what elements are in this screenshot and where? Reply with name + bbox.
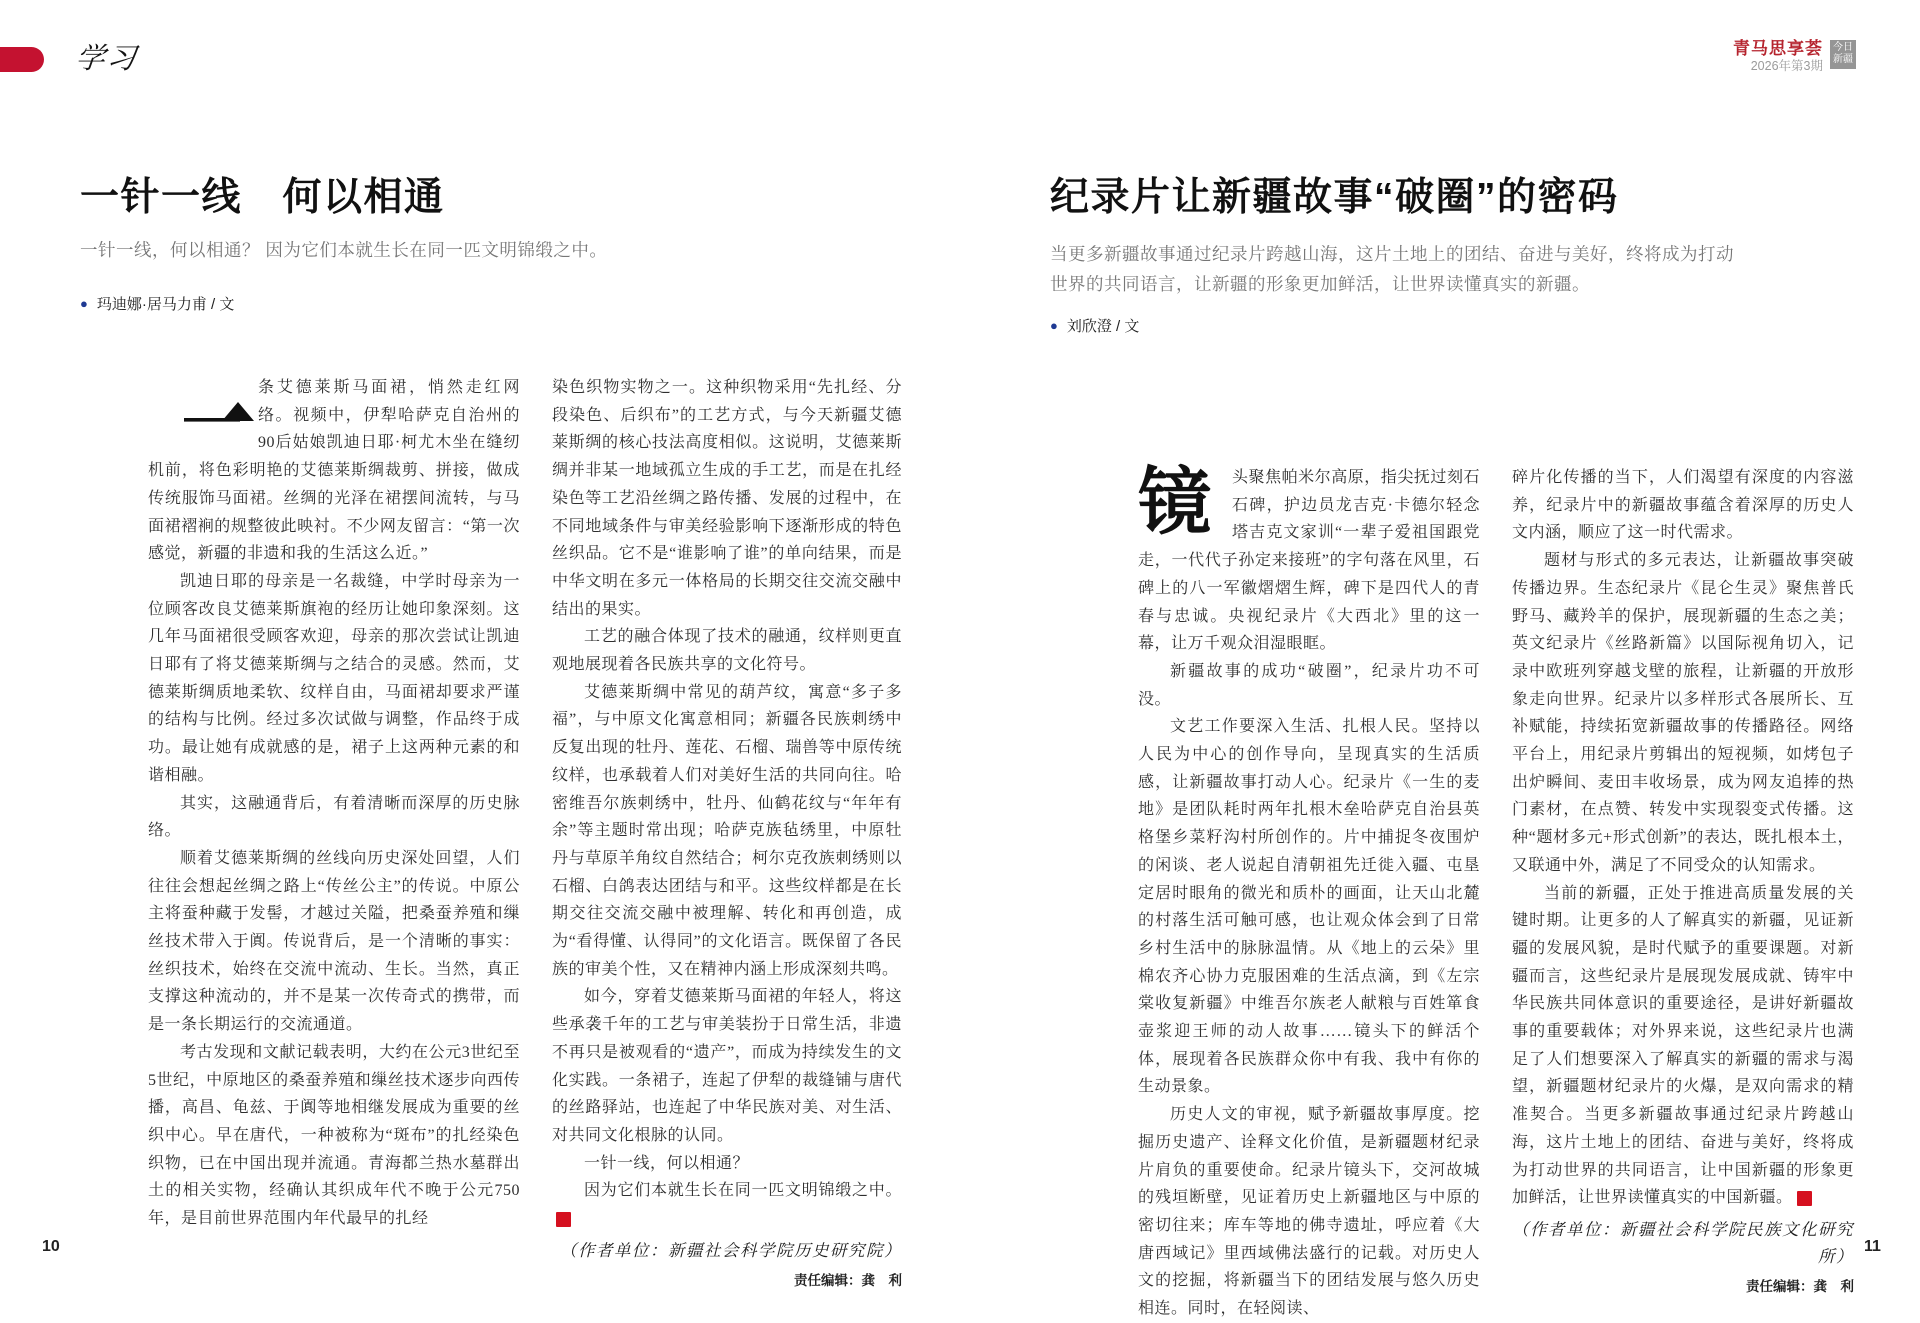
right-article-title: 纪录片让新疆故事“破圈”的密码 <box>1050 176 1619 219</box>
body-paragraph: 新疆故事的成功“破圈”，纪录片功不可没。 <box>1138 662 1480 708</box>
right-article-byline <box>1050 315 1139 336</box>
byline-dot-icon: ● <box>80 296 88 311</box>
right-subtitle-line1: 当更多新疆故事通过纪录片跨越山海，这片土地上的团结、奋进与美好，终将成为打动 <box>1050 244 1734 264</box>
body-paragraph: 当前的新疆，正处于推进高质量发展的关键时期。让更多的人了解真实的新疆，见证新疆的发展风貌，是时代赋予的重要课题。对新疆而言，这些纪录片是展现发展成就、铸牢中华民族共同体意识的重要途径，是讲好新疆故事的重要载体；对外界来说，这些纪录片也满足了人们想要深入了解真实的新疆的需求与渴望，新疆题材纪录片的火爆，是双向需求的精准契合。当更多新疆故事通过纪录片跨越山海，这片土地上的团结、奋进与美好，终将成为打动世界的共同语言，让中国新疆的形象更加鲜活，让世界读懂真实的中国新疆。 J <box>1512 884 1854 1207</box>
article-end-icon: J <box>556 1212 571 1227</box>
body-paragraph: 历史人文的审视，赋予新疆故事厚度。挖掘历史遗产、诠释文化价值，是新疆题材纪录片肩负的重要使命。纪录片镜头下，交河故城的残垣断壁，见证着历史上新疆地区与中原的密切往来；库车等地的佛寺遗址，呼应着《大唐西域记》里西域佛法盛行的记载。对历史人文的挖掘，将新疆当下的团结发展与悠久历史相连。同时，在轻阅读、 <box>1138 1106 1480 1318</box>
dropcap-character: 镜 <box>1138 462 1212 543</box>
left-column-1 <box>148 374 520 1233</box>
masthead-badge-line1: 今日 <box>1833 42 1853 53</box>
left-author-credit: （作者单位：新疆社会科学院历史研究院） <box>560 1240 902 1260</box>
masthead-title: 青马思享荟 <box>1733 39 1823 58</box>
body-paragraph: 头聚焦帕米尔高原，指尖抚过刻石石碑，护边员龙吉克·卡德尔轻念塔吉克文家训“一辈子爱祖国跟党走，一代代子孙定来接班”的字句落在风里，石碑上的八一军徽熠熠生辉，碑下是四代人的青春与忠诚。央视纪录片《大西北》里的这一幕，让万千观众泪湿眼眶。 <box>1138 469 1480 653</box>
body-paragraph: 考古发现和文献记载表明，大约在公元3世纪至5世纪，中原地区的桑蚕养殖和缫丝技术逐步向西传播，高昌、龟兹、于阗等地相继发展成为重要的丝织中心。早在唐代，一种被称为“斑布”的扎经染色织物，已在中国出现并流通。青海都兰热水墓群出土的相关实物，经确认其织成年代不晚于公元750年，是目前世界范围内年代最早的扎经 <box>148 1043 520 1228</box>
body-paragraph: 因为它们本就生长在同一匹文明锦缎之中。J <box>552 1177 902 1232</box>
section-label: 学习 <box>74 43 140 75</box>
body-paragraph: 如今，穿着艾德莱斯马面裙的年轻人，将这些承袭千年的工艺与审美装扮于日常生活，非遗不再只是被观看的“遗产”，而成为持续发生的文化实践。一条裙子，连起了伊犁的裁缝铺与唐代的丝路驿站，也连起了中华民族对美、对生活、对共同文化根脉的认同。 <box>552 988 902 1144</box>
body-paragraph: 文艺工作要深入生活、扎根人民。坚持以人民为中心的创作导向，呈现真实的生活质感，让新疆故事打动人心。纪录片《一生的麦地》是团队耗时两年扎根木垒哈萨克自治县英格堡乡菜籽沟村所创作的。片中捕捉冬夜围炉的闲谈、老人说起自清朝祖先迁徙入疆、屯垦定居时眼角的微光和质朴的画面，让天山北麓的村落生活可触可感，也让观众体会到了日常乡村生活中的脉脉温情。从《地上的云朵》里棉农齐心协力克服困难的生活点滴，到《左宗棠收复新疆》中维吾尔族老人献粮与百姓箪食壶浆迎王师的动人故事……镜头下的鲜活个体，展现着各民族群众你中有我、我中有你的生动景象。 <box>1138 718 1480 1096</box>
right-page-number: 11 <box>1864 1238 1881 1255</box>
masthead <box>1640 40 1856 73</box>
masthead-issue: 2026年第3期 <box>1750 59 1823 73</box>
body-paragraph: 碎片化传播的当下，人们渴望有深度的内容滋养，纪录片中的新疆故事蕴含着深厚的历史人文内涵，顺应了这一时代需求。 <box>1512 469 1854 542</box>
left-article-title: 一针一线 何以相通 <box>80 176 445 219</box>
byline-dot-icon: ● <box>1050 318 1058 333</box>
masthead-text <box>1733 40 1823 73</box>
left-article-byline <box>80 293 234 314</box>
right-editor-credit: 责任编辑：龚 利 <box>1746 1278 1854 1294</box>
left-byline-text: 玛迪娜·居马力甫 / 文 <box>96 296 235 313</box>
body-paragraph: 艾德莱斯绸中常见的葫芦纹，寓意“多子多福”，与中原文化寓意相同；新疆各民族刺绣中反复出现的牡丹、莲花、石榴、瑞兽等中原传统纹样，也承载着人们对美好生活的共同向往。哈密维吾尔族刺绣中，牡丹、仙鹤花纹与“年年有余”等主题时常出现；哈萨克族毡绣里，中原牡丹与草原羊角纹自然结合；柯尔克孜族刺绣则以石榴、白鸽表达团结与和平。这些纹样都是在长期交往交流交融中被理解、转化和再创造，成为“看得懂、认得同”的文化语言。既保留了各民族的审美个性，又在精神内涵上形成深刻共鸣。 <box>552 683 902 978</box>
left-column-2-wrap <box>552 374 902 1289</box>
left-article-subtitle: 一针一线，何以相通？ 因为它们本就生长在同一匹文明锦缎之中。 <box>80 240 608 260</box>
right-column-1 <box>1138 464 1480 1323</box>
right-column-2-wrap <box>1512 464 1854 1295</box>
left-editor-credit: 责任编辑：龚 利 <box>794 1272 902 1288</box>
body-paragraph: 染色织物实物之一。这种织物采用“先扎经、分段染色、后织布”的工艺方式，与今天新疆艾德莱斯绸的核心技法高度相似。这说明，艾德莱斯绸并非某一地域孤立生成的手工艺，而是在扎经染色等工艺沿丝绸之路传播、发展的过程中，在不同地域条件与审美经验影响下逐渐形成的特色丝织品。它不是“谁影响了谁”的单向结果，而是中华文明在多元一体格局的长期交往交流交融中结出的果实。 <box>552 379 902 618</box>
left-column-2 <box>552 374 902 1233</box>
right-column-2 <box>1512 464 1854 1212</box>
body-paragraph: 其实，这融通背后，有着清晰而深厚的历史脉络。 <box>148 794 520 840</box>
body-paragraph: 工艺的融合体现了技术的融通，纹样则更直观地展现着各民族共享的文化符号。 <box>552 628 902 674</box>
body-paragraph: 顺着艾德莱斯绸的丝线向历史深处回望，人们往往会想起丝绸之路上“传丝公主”的传说。中原公主将蚕种藏于发髻，才越过关隘，把桑蚕养殖和缫丝技术带入于阗。传说背后，是一个清晰的事实：丝织技术，始终在交流中流动、生长。当然，真正支撑这种流动的，并不是某一次传奇式的携带，而是一条长期运行的交流通道。 <box>148 849 520 1034</box>
body-paragraph: 一针一线，何以相通？ <box>584 1154 750 1172</box>
body-paragraph: 题材与形式的多元表达，让新疆故事突破传播边界。生态纪录片《昆仑生灵》聚焦普氏野马、藏羚羊的保护，展现新疆的生态之美；英文纪录片《丝路新篇》以国际视角切入，记录中欧班列穿越戈壁的旅程，让新疆的开放形象走向世界。纪录片以多样形式各展所长、互补赋能，持续拓宽新疆故事的传播路径。网络平台上，用纪录片剪辑出的短视频，如烤包子出炉瞬间、麦田丰收场景，成为网友追捧的热门素材，在点赞、转发中实现裂变式传播。这种“题材多元+形式创新”的表达，既扎根本土，又联通中外，满足了不同受众的认知需求。 <box>1512 552 1854 874</box>
body-paragraph: 条艾德莱斯马面裙，悄然走红网络。视频中，伊犁哈萨克自治州的90后姑娘凯迪日耶·柯尤木坐在缝纫机前，将色彩明艳的艾德莱斯绸裁剪、拼接，做成传统服饰马面裙。丝绸的光泽在裙摆间流转，与马面裙褶裥的规整彼此映衬。不少网友留言：“第一次感觉，新疆的非遗和我的生活这么近。” <box>148 379 520 563</box>
body-paragraph: 凯迪日耶的母亲是一名裁缝，中学时母亲为一位顾客改良艾德莱斯旗袍的经历让她印象深刻。这几年马面裙很受顾客欢迎，母亲的那次尝试让凯迪日耶有了将艾德莱斯绸与之结合的灵感。然而，艾德莱斯绸质地柔软、纹样自由，马面裙却要求严谨的结构与比例。经过多次试做与调整，作品终于成功。最让她有成就感的是，裙子上这两种元素的和谐相融。 <box>148 572 520 784</box>
right-byline-text: 刘欣澄 / 文 <box>1066 318 1140 335</box>
article-end-icon: J <box>1797 1191 1812 1206</box>
right-author-credit: （作者单位：新疆社会科学院民族文化研究所） <box>1512 1219 1854 1266</box>
right-article-subtitle <box>1050 240 1734 299</box>
right-subtitle-line2: 世界的共同语言，让新疆的形象更加鲜活，让世界读懂真实的新疆。 <box>1050 273 1590 294</box>
masthead-badge-line2: 新疆 <box>1833 54 1853 65</box>
left-page-number: 10 <box>42 1238 60 1255</box>
masthead-logo-badge <box>1830 40 1856 69</box>
dropcap-stroke-icon <box>148 374 258 456</box>
section-tab-marker <box>0 47 44 72</box>
